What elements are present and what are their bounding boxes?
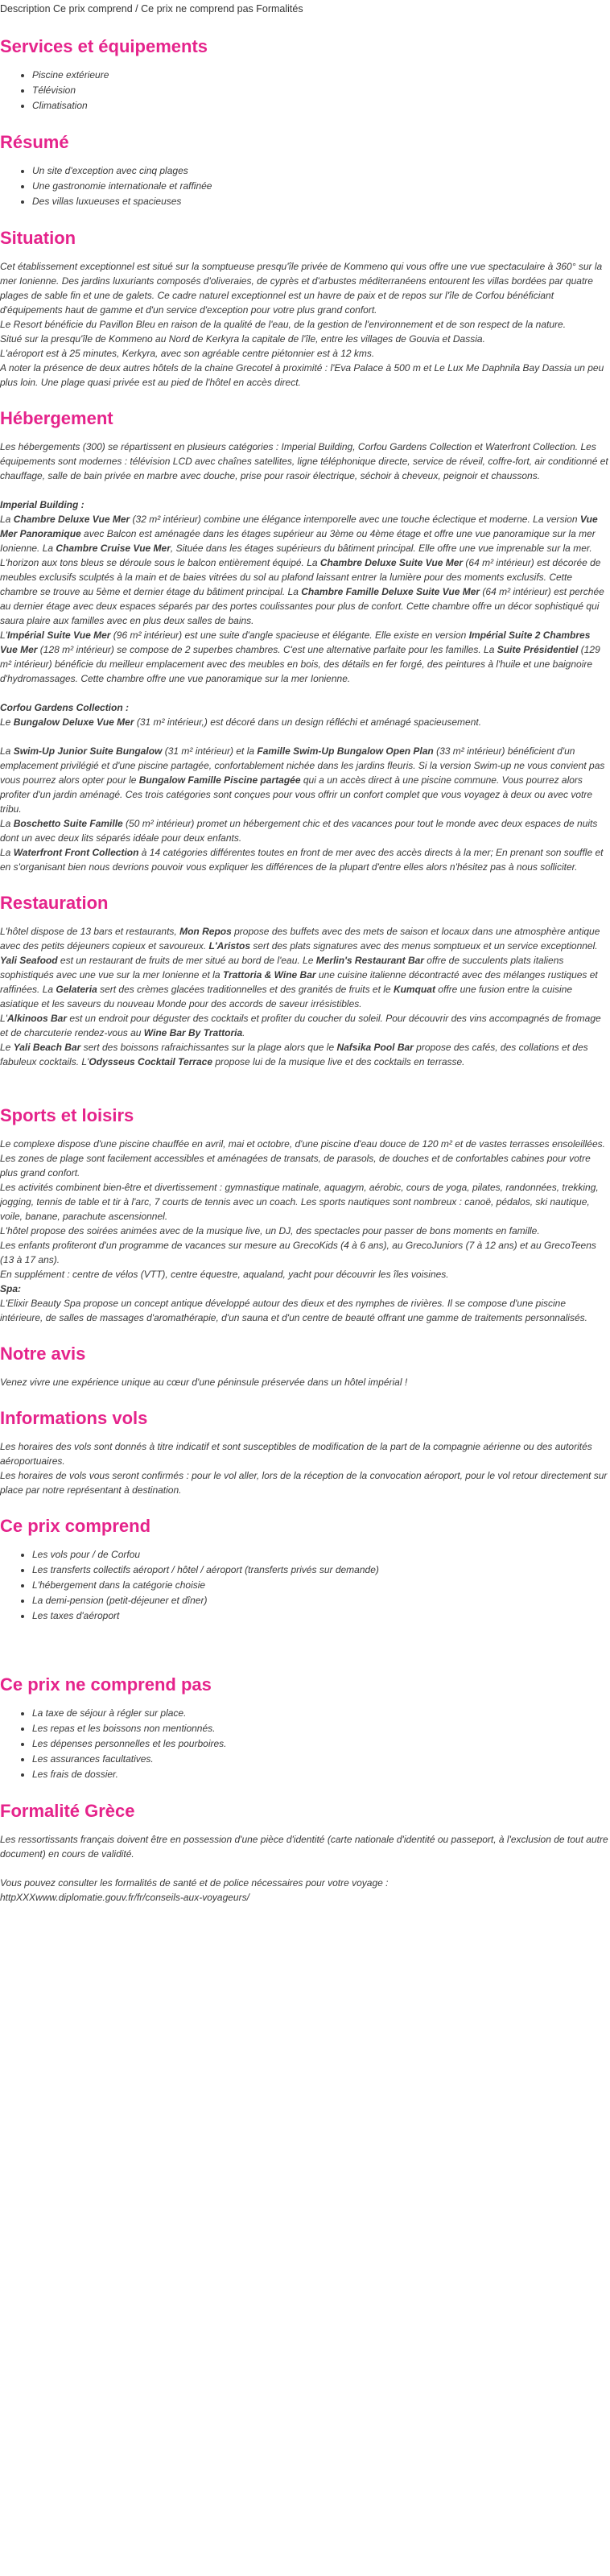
bold-term: Mon Repos	[179, 926, 232, 937]
bold-term: Chambre Cruise Vue Mer	[56, 543, 171, 554]
bold-term: Bungalow Famille Piscine partagée	[138, 774, 301, 786]
bold-term: Merlin's Restaurant Bar	[315, 955, 424, 966]
tab-excluded[interactable]: Ce prix ne comprend pas	[141, 3, 253, 14]
situation-text	[0, 259, 610, 390]
list-item: • Climatisation	[32, 98, 610, 114]
section-title-sports: Sports et loisirs	[0, 1105, 134, 1125]
formalite-text	[0, 1832, 610, 1905]
paragraph: L'Elixir Beauty Spa propose un concept antique développé autour des dieux et des nymphes de rivières. Il se compose d'une piscine intérieure, de salles de massages d'aromathérapie, d'un sauna et d'un centre de beauté offrant une gamme de traitements personnalisés.	[0, 1298, 587, 1323]
list-item: • Télévision	[32, 83, 610, 98]
bold-term: Nafsika Pool Bar	[336, 1042, 414, 1053]
list-item: • Un site d'exception avec cinq plages	[32, 163, 610, 179]
bold-term: Vue Mer Panoramique	[0, 514, 598, 539]
bold-term: Odysseus Cocktail Terrace	[89, 1056, 212, 1067]
list-item: • La demi-pension (petit-déjeuner et dîner)	[32, 1593, 610, 1608]
formalities-link[interactable]: httpXXXwww.diplomatie.gouv.fr/fr/conseils-aux-voyageurs/	[0, 1892, 249, 1903]
paragraph: Le Resort bénéficie du Pavillon Bleu en raison de la qualité de l'eau, de la gestion de l'environnement et de son respect de la nature.	[0, 319, 567, 330]
paragraph: Les ressortissants français doivent être en possession d'une pièce d'identité (carte nationale d'identité ou passeport, à l'exclusion de tout autre document) en cours de validité.	[0, 1834, 608, 1860]
subheading-gardens: Corfou Gardens Collection :	[0, 702, 130, 713]
paragraph: Le complexe dispose d'une piscine chauffée en avril, mai et octobre, d'une piscine d'eau douce de 120 m² et de vastes terrasses ensoleillées. Les zones de plage sont facilement accessibles et aménagées de transats, de parasols, de douches et de confortables cabines pour votre plus grand confort.	[0, 1138, 605, 1179]
section-title-avis: Notre avis	[0, 1344, 86, 1364]
bold-term: L'Aristos	[208, 940, 251, 952]
section-title-vols: Informations vols	[0, 1408, 148, 1428]
tab-separator: /	[135, 3, 138, 14]
paragraph: Les hébergements (300) se répartissent en plusieurs catégories : Imperial Building, Corfou Gardens Collection et Waterfront Collection. Les équipements sont modernes : télévision LCD avec chaînes satellites, ligne téléphonique directe, service de réveil, coffre-fort, air conditionné et chauffage, salle de bain privée en marbre avec douche, prise pour rasoir électrique, séchoir à cheveux, peignoir et chaussons.	[0, 441, 608, 481]
section-title-resume: Résumé	[0, 132, 69, 152]
paragraph: L'hôtel dispose de 13 bars et restaurants, Mon Repos propose des buffets avec des mets de saison et locaux dans une atmosphère antique avec des petits déjeuners copieux et savoureux. L'Aristos sert des plats signatures avec des menus somptueux et un service exceptionnel. Yali Seafood est un restaurant de fruits de mer situé au bord de l'eau. Le Merlin's Restaurant Bar offre de succulents plats italiens sophistiqués avec une vue sur la mer Ionienne et la Trattoria & Wine Bar une cuisine italienne décontracté avec des mélanges rustiques et raffinées. La Gelateria sert des crèmes glacées traditionnelles et des granités de fruits et le Kumquat offre une fusion entre la cuisine asiatique et les saveurs du nouveau Monde pour des accords de saveur irrésistibles. L'Alkinoos Bar est un endroit pour déguster des cocktails et profiter du coucher du soleil. Pour découvrir des vins accompagnés de fromage et de charcuterie rendez-vous au Wine Bar By Trattoria. Le Yali Beach Bar sert des boissons rafraichissantes sur la plage alors que le Nafsika Pool Bar propose des cafés, des collations et des fabuleux cocktails. L'Odysseus Cocktail Terrace propose lui de la musique live et des cocktails en terrasse.	[0, 926, 601, 1067]
bold-term: Famille Swim-Up Bungalow Open Plan	[257, 745, 434, 757]
paragraph: La Chambre Deluxe Vue Mer (32 m² intérieur) combine une élégance intemporelle avec une touche éclectique et moderne. La version Vue Mer Panoramique avec Balcon est aménagée dans les étages supérieur au 3ème ou 4ème étage et offre une vue panoramique sur la mer Ionienne. La Chambre Cruise Vue Mer, Située dans les étages supérieurs du bâtiment principal. Elle offre une vue imprenable sur la mer. L'horizon aux tons bleus se déroule sous le balcon entièrement équipé. La Chambre Deluxe Suite Vue Mer (64 m² intérieur) est décorée de meubles exclusifs sculptés à la main et de baies vitrées du sol au plafond laissant entrer la lumière pour des moments exclusifs. Cette chambre se trouve au 5ème et dernier étage du bâtiment principal. La Chambre Famille Deluxe Suite Vue Mer (64 m² intérieur) est perchée au dernier étage avec deux espaces séparés par des portes coulissantes pour plus de confort. Cette chambre offre un décor sophistiqué qui saura plaire aux familles avec en plus deux salles de bains. L'Impérial Suite Vue Mer (96 m² intérieur) est une suite d'angle spacieuse et élégante. Elle existe en version Impérial Suite 2 Chambres Vue Mer (128 m² intérieur) se compose de 2 superbes chambres. C'est une alternative parfaite pour les familles. La Suite Présidentiel (129 m² intérieur) bénéficie du meilleur emplacement avec des meubles en bois, des détails en fer forgé, des peintures à l'huile et une baignoire d'hydromassages. Cette chambre offre une vue panoramique sur la mer Ionienne.	[0, 514, 604, 684]
bold-term: Alkinoos Bar	[6, 1013, 67, 1024]
paragraph: Les horaires des vols sont donnés à titre indicatif et sont susceptibles de modification de la part de la compagnie aérienne ou des autorités aéroportuaires.	[0, 1441, 592, 1467]
services-list	[0, 68, 610, 114]
bold-term: Chambre Deluxe Suite Vue Mer	[319, 557, 464, 568]
bold-term: Swim-Up Junior Suite Bungalow	[13, 745, 163, 757]
bold-term: Boschetto Suite Famille	[13, 818, 123, 829]
list-item: • Des villas luxueuses et spacieuses	[32, 194, 610, 209]
bold-term: Impérial Suite Vue Mer	[6, 630, 111, 641]
subheading-imperial: Imperial Building :	[0, 499, 84, 510]
bold-term: Chambre Deluxe Vue Mer	[13, 514, 130, 525]
tab-description[interactable]: Description	[0, 3, 51, 14]
resume-list	[0, 163, 610, 209]
excluded-list	[0, 1706, 610, 1782]
included-list	[0, 1547, 610, 1624]
paragraph: Les horaires de vols vous seront confirmés : pour le vol aller, lors de la réception de la convocation aéroport, pour le vol retour directement sur place par notre représentant à destination.	[0, 1470, 608, 1496]
paragraph: Cet établissement exceptionnel est situé sur la somptueuse presqu'île privée de Kommeno qui vous offre une vue spectaculaire à 360° sur la mer Ionienne. Des jardins luxuriants composés d'oliveraies, de cyprès et d'arbustes méditerranéens entourent les villas bordées par quatre plages de sable fin et une de galets. Ce cadre naturel exceptionnel est un havre de paix et de repos sur l'île de Corfou bénéficiant d'équipements haut de gamme et d'un service d'exception pour votre plus grand confort.	[0, 261, 603, 316]
bold-term: Kumquat	[393, 984, 435, 995]
sports-text	[0, 1137, 610, 1325]
paragraph: Vous pouvez consulter les formalités de santé et de police nécessaires pour votre voyage :	[0, 1877, 389, 1889]
avis-text	[0, 1375, 610, 1389]
paragraph: A noter la présence de deux autres hôtels de la chaine Grecotel à proximité : l'Eva Palace à 500 m et Le Lux Me Daphnila Bay Dassia un peu plus loin. Une plage quasi privée est au pied de l'hôtel en accès direct.	[0, 362, 604, 388]
section-title-hebergement: Hébergement	[0, 408, 113, 428]
paragraph: En supplément : centre de vélos (VTT), centre équestre, aqualand, yacht pour découvrir les îles voisines.	[0, 1269, 449, 1280]
section-title-comprend: Ce prix comprend	[0, 1516, 151, 1536]
paragraph: La Swim-Up Junior Suite Bungalow (31 m² intérieur) et la Famille Swim-Up Bungalow Open Plan (33 m² intérieur) bénéficient d'un emplacement privilégié et d'une piscine partagée, confortablement nichée dans les jardins fleuris. Si la version Swim-up ne vous convient pas vous pourrez alors opter pour le Bungalow Famille Piscine partagée qui a un accès direct à une piscine commune. Vous pourrez alors profiter d'un jardin aménagé. Ces trois catégories sont conçues pour vous offrir un confort complet que vous voyagez à deux ou avec votre tribu. La Boschetto Suite Famille (50 m² intérieur) promet un hébergement chic et des vacances pour tout le monde avec deux espaces de nuits dont un avec deux lits séparés idéale pour deux enfants. La Waterfront Front Collection à 14 catégories différentes toutes en front de mer avec des accès directs à la mer; En prenant son souffle et en s'organisant bien nous devrions pouvoir vous expliquer les différences de la plupart d'entre elles alors n'hésitez pas à nous solliciter.	[0, 745, 605, 873]
bold-term: Wine Bar By Trattoria	[143, 1027, 243, 1038]
paragraph: Venez vivre une expérience unique au cœur d'une péninsule préservée dans un hôtel impérial !	[0, 1377, 408, 1388]
paragraph: Les activités combinent bien-être et divertissement : gymnastique matinale, aquagym, aérobic, cours de yoga, pilates, randonnées, trekking, jogging, tennis de table et tir à l'arc, 7 courts de tennis avec un coach. Les sports nautiques sont nombreux : canoë, pédalos, ski nautique, voile, banane, parachute ascensionnel.	[0, 1182, 599, 1222]
bold-term: Trattoria & Wine Bar	[222, 969, 316, 980]
bold-term: Yali Beach Bar	[13, 1042, 81, 1053]
tab-formalities[interactable]: Formalités	[256, 3, 303, 14]
list-item: • Les assurances facultatives.	[32, 1752, 610, 1767]
section-title-situation: Situation	[0, 228, 76, 248]
list-item: • Piscine extérieure	[32, 68, 610, 83]
restauration-text	[0, 924, 610, 1069]
list-item: • L'hébergement dans la catégorie choisie	[32, 1578, 610, 1593]
list-item: • Les repas et les boissons non mentionnés.	[32, 1721, 610, 1736]
section-title-ne-comprend: Ce prix ne comprend pas	[0, 1674, 212, 1695]
paragraph: Le Bungalow Deluxe Vue Mer (31 m² intérieur,) est décoré dans un design réfléchi et aménagé spacieusement.	[0, 716, 482, 728]
tab-bar	[0, 0, 610, 18]
bold-term: Suite Présidentiel	[497, 644, 579, 655]
paragraph: L'aéroport est à 25 minutes, Kerkyra, avec son agréable centre piétonnier est à 12 kms.	[0, 348, 375, 359]
subheading-spa: Spa:	[0, 1283, 22, 1294]
hebergement-text	[0, 440, 610, 874]
section-title-restauration: Restauration	[0, 893, 109, 913]
tab-included[interactable]: Ce prix comprend	[53, 3, 133, 14]
list-item: • Une gastronomie internationale et raffinée	[32, 179, 610, 194]
paragraph: Les enfants profiteront d'un programme de vacances sur mesure au GrecoKids (4 à 6 ans), au GrecoJuniors (7 à 12 ans) et au GrecoTeens (13 à 17 ans).	[0, 1240, 596, 1265]
bold-term: Yali Seafood	[0, 955, 58, 966]
list-item: • Les frais de dossier.	[32, 1767, 610, 1782]
bold-term: Impérial Suite 2 Chambres Vue Mer	[0, 630, 591, 655]
list-item: • Les transferts collectifs aéroport / hôtel / aéroport (transferts privés sur demande)	[32, 1563, 610, 1578]
bold-term: Waterfront Front Collection	[13, 847, 139, 858]
bold-term: Chambre Famille Deluxe Suite Vue Mer	[301, 586, 480, 597]
bold-term: Gelateria	[56, 984, 97, 995]
section-title-services: Services et équipements	[0, 36, 208, 56]
list-item: • Les dépenses personnelles et les pourboires.	[32, 1736, 610, 1752]
paragraph: Situé sur la presqu'île de Kommeno au Nord de Kerkyra la capitale de l'île, entre les villages de Gouvia et Dassia.	[0, 333, 485, 345]
section-title-formalite: Formalité Grèce	[0, 1801, 135, 1821]
bold-term: Bungalow Deluxe Vue Mer	[13, 716, 134, 728]
list-item: • Les vols pour / de Corfou	[32, 1547, 610, 1563]
list-item: • Les taxes d'aéroport	[32, 1608, 610, 1624]
vols-text	[0, 1439, 610, 1497]
paragraph: L'hôtel propose des soirées animées avec de la musique live, un DJ, des spectacles pour passer de bons moments en famille.	[0, 1225, 540, 1236]
list-item: • La taxe de séjour à régler sur place.	[32, 1706, 610, 1721]
